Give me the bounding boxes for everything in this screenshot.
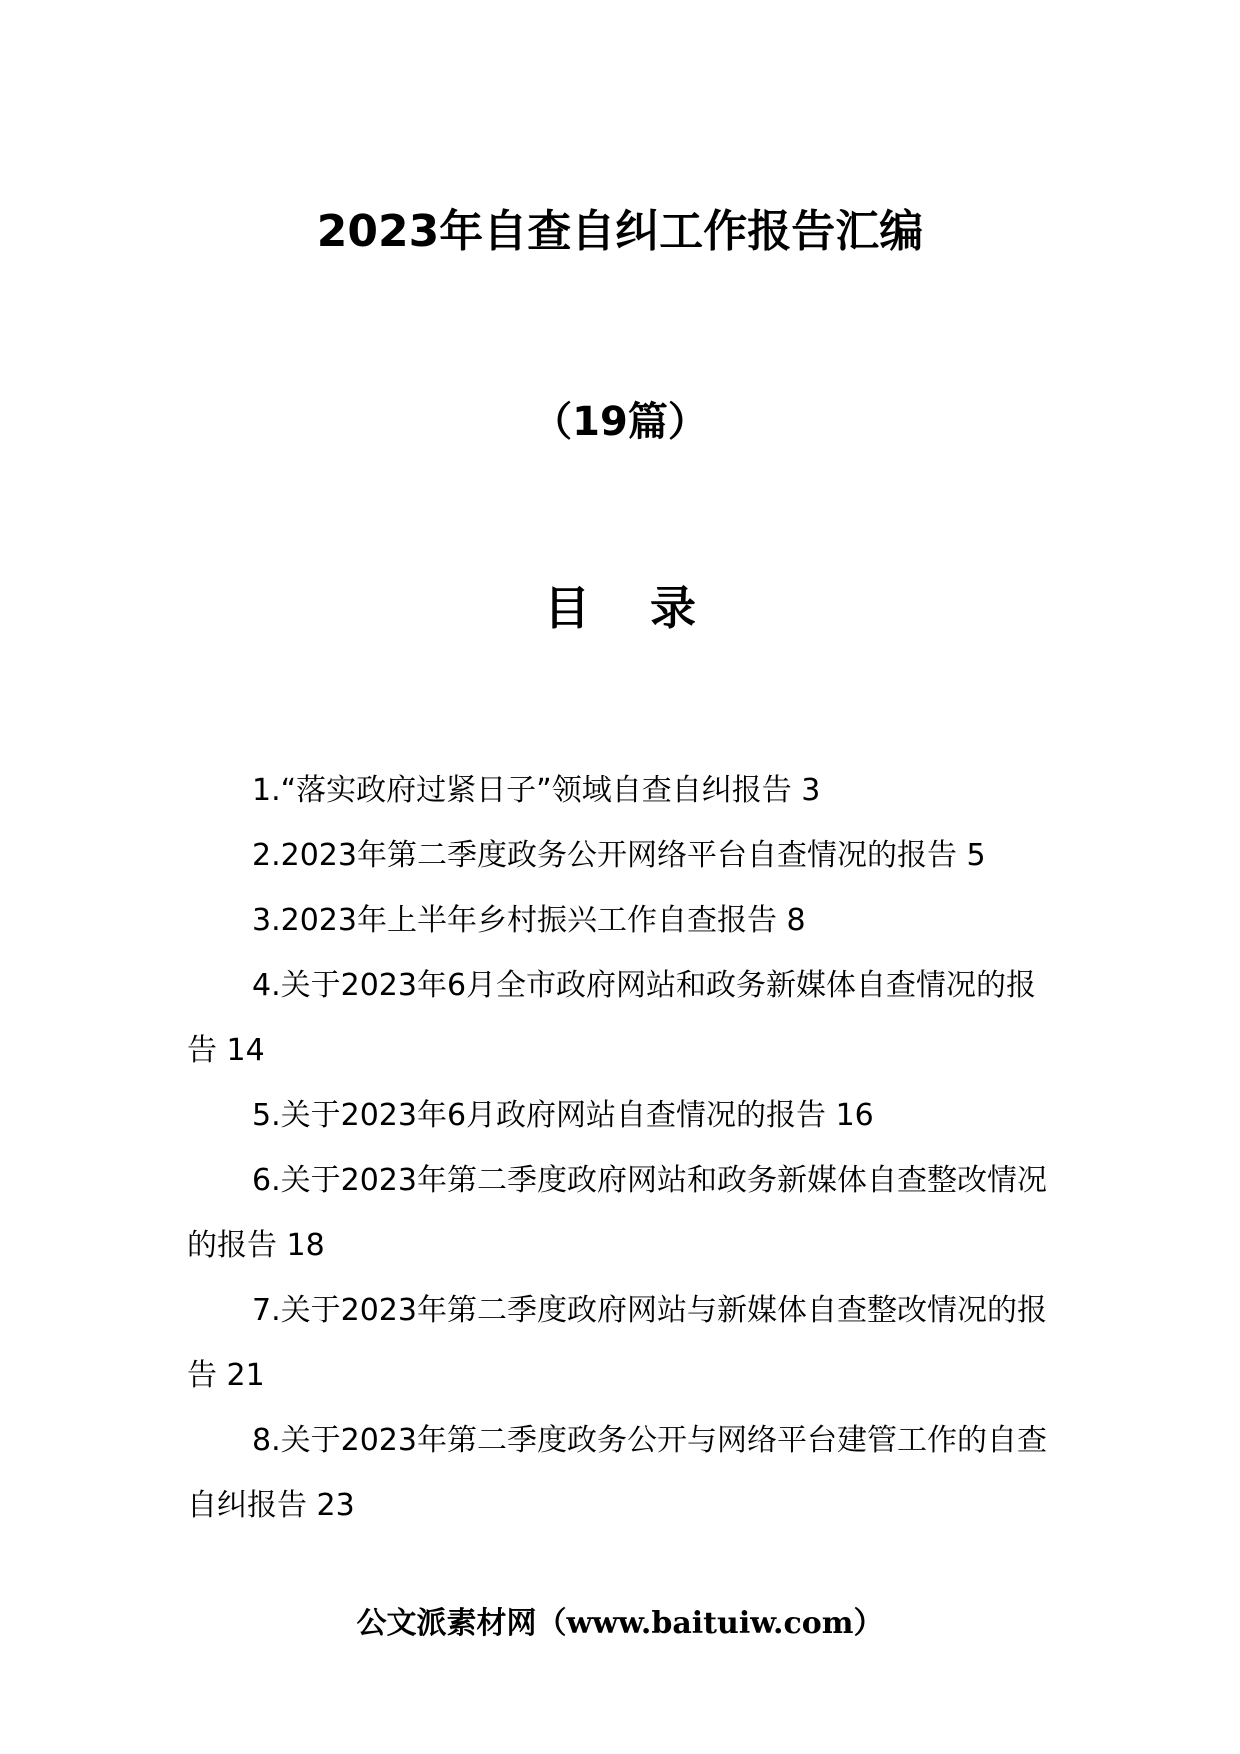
toc-item: 7.关于2023年第二季度政府网站与新媒体自查整改情况的报告 21 (187, 1293, 1047, 1393)
toc-item: 6.关于2023年第二季度政府网站和政务新媒体自查整改情况的报告 18 (187, 1163, 1047, 1263)
table-of-contents (187, 758, 1057, 1538)
document-title: 2023年自查自纠工作报告汇编 (316, 206, 924, 257)
footer-source: 公文派素材网（www.baituiw.com） (356, 1606, 884, 1641)
toc-item: 5.关于2023年6月政府网站自查情况的报告 16 (252, 1098, 874, 1133)
toc-item: 2.2023年第二季度政务公开网络平台自查情况的报告 5 (252, 838, 986, 873)
toc-item: 4.关于2023年6月全市政府网站和政务新媒体自查情况的报告 14 (187, 968, 1037, 1068)
document-subtitle: （19篇） (532, 399, 708, 445)
toc-item: 1.“落实政府过紧日子”领域自查自纠报告 3 (252, 773, 821, 808)
toc-item: 3.2023年上半年乡村振兴工作自查报告 8 (252, 903, 806, 938)
toc-item: 8.关于2023年第二季度政务公开与网络平台建管工作的自查自纠报告 23 (187, 1423, 1047, 1523)
toc-heading: 目 录 (543, 581, 718, 635)
